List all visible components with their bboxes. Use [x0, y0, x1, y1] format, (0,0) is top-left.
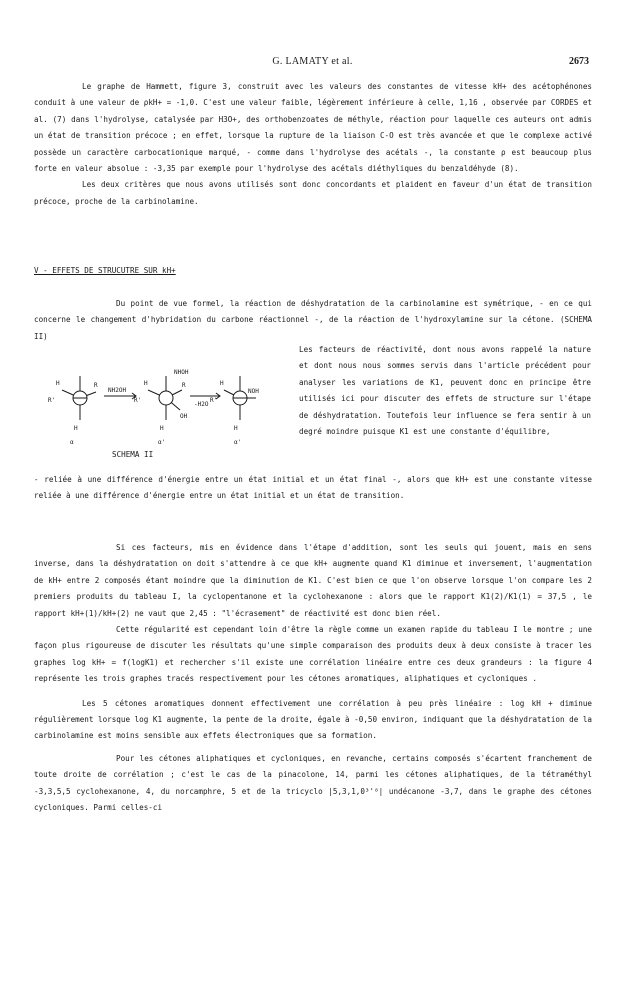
paragraph-aromatic: Les 5 cétones aromatiques donnent effectivement une corrélation à peu près linéaire : log kH + diminue régulièrement lorsque log K1 augmente, la pente de la droite, égale à -0,50 environ, indiquant que la déshydratation de la carbinolamine est moins sensible aux effets électroniques que sa formation.: [34, 698, 592, 741]
scheme-label-r-1: R: [94, 382, 98, 389]
scheme-label-h-1: H: [56, 380, 60, 387]
scheme-label-oh: OH: [180, 413, 188, 420]
scheme-label-h-2: H: [144, 380, 148, 387]
running-head: [0, 56, 625, 70]
scheme-marker-alpha-prime-2: α': [234, 439, 242, 446]
paragraph-factors: Si ces facteurs, mis en évidence dans l'étape d'addition, sont les seuls qui jouent, mais en sens inverse, dans la déshydratation on doit s'attendre à ce que kH+ augmente quand K1 diminue et inversement, l'augmentation de kH+ entre 2 composés étant moindre que la diminution de K1. C'est bien ce que l'on observe lorsque l'on compare les 2 premiers produits du tableau I, la cyclopentanone et la cyclohexanone : alors que le rapport K1(2)/K1(1) = 37,5 , le rapport kH+(1)/kH+(2) ne vaut que 2,45 : "l'écrasement" de réactivité est donc bien réel.: [34, 543, 592, 618]
scheme-label-r-2: R: [182, 382, 186, 389]
paragraph-reactivity-factors: Les facteurs de réactivité, dont nous avons rappelé la nature et dont nous nous sommes servis dans l'article précédent pour analyser les variations de K1, peuvent donc en principe être utilisés ici pour discuter des effets de structure sur l'étape de déshydratation. Toutefois leur influence se fera sentir à un degré moindre puisque K1 est une constante d'équilibre,: [299, 345, 591, 437]
scheme-ii-drawing: [34, 340, 266, 450]
paragraph-regularity: Cette régularité est cependant loin d'être la règle comme un examen rapide du tableau I le montre ; une façon plus rigoureuse de discuter les résultats qu'une simple comparaison des produits deux à deux consiste à tracer les graphes log kH+ = f(logK1) et rechercher s'il existe une corrélation linéaire entre ces deux grandeurs : la figure 4 représente les trois graphes tracés respectivement pour les cétones aromatiques, aliphatiques et cycloniques .: [34, 625, 592, 684]
scheme-reagent-nh2oh: NH2OH: [108, 387, 127, 394]
body-text-continuation: [34, 472, 592, 505]
paragraph-equilibrium: - reliée à une différence d'énergie entre un état initial et un état final -, alors que kH+ est une constante vitesse reliée à une différence d'énergie entre un état initial et un état de transition.: [34, 475, 592, 501]
scheme-label-rp-1: R': [48, 397, 56, 404]
page-number: 2673: [569, 56, 589, 67]
paragraph-hammett: Le graphe de Hammett, figure 3, construit avec les valeurs des constantes de vitesse kH+ des acétophénones conduit à une valeur de ρkH+ = -1,0. C'est une valeur faible, légèrement inférieure à celle, 1,16 , observée par CORDES et al. (7) dans l'hydrolyse, catalysée par H3O+, des orthobenzoates de méthyle, réaction pour laquelle ces auteurs ont admis un état de transition précoce ; en effet, lorsque la rupture de la liaison C-O est très avancée et que le complexe activé possède un caractère carbocationique marqué, - comme dans l'hydrolyse des acétals -, la constante ρ est beaucoup plus forte en valeur absolue : -3,35 par exemple pour l'hydrolyse des acétals diéthyliques du benzaldéhyde (8).: [34, 82, 592, 174]
paragraph-aliphatic: Pour les cétones aliphatiques et cycloniques, en revanche, certains composés s'écartent franchement de toute droite de corrélation ; c'est le cas de la pinacolone, 14, parmi les cétones aliphatiques, de la tétraméthyl -3,3,5,5 cyclohexanone, 4, du norcamphre, 5 et de la tricyclo |5,3,1,0³'⁸| undécanone -3,7, dans le graphe des cétones cycloniques. Parmi celles-ci: [34, 753, 592, 813]
scheme-label-h-3: H: [220, 380, 224, 387]
paragraph-formal: Du point de vue formel, la réaction de déshydratation de la carbinolamine est symétrique, - en ce qui concerne le changement d'hybridation du carbone réactionnel -, de la réaction de l'hydroxylamine sur la cétone. (SCHEMA II): [34, 299, 592, 341]
scheme-label-h-3b: H: [234, 425, 238, 432]
scheme-caption: SCHEMA II: [112, 450, 154, 459]
scheme-label-nhoh: NHOH: [174, 369, 189, 376]
section-title: V - EFFETS DE STRUCUTRE SUR kH+: [34, 266, 176, 275]
body-text-lower: [34, 540, 592, 817]
paragraph-criteria: Les deux critères que nous avons utilisés sont donc concordants et plaident en faveur d'un état de transition précoce, proche de la carbinolamine.: [34, 180, 592, 206]
running-head-authors: G. LAMATY et al.: [272, 56, 353, 67]
scheme-label-noh: NOH: [248, 388, 259, 395]
scheme-ii-figure: [34, 340, 266, 468]
scheme-label-h-1b: H: [74, 425, 78, 432]
scheme-marker-alpha: α: [70, 439, 74, 446]
scheme-marker-alpha-prime-1: α': [158, 439, 166, 446]
scheme-label-h-2b: H: [160, 425, 164, 432]
scheme-label-rp-2: R': [134, 397, 142, 404]
body-text-formal: [34, 296, 592, 345]
scheme-label-rp-3: R': [210, 397, 218, 404]
section-heading-block: [34, 263, 592, 279]
scheme-reagent-h2o: -H2O: [194, 401, 209, 408]
body-text-top: [34, 79, 592, 210]
body-text-right-column: [299, 342, 591, 440]
